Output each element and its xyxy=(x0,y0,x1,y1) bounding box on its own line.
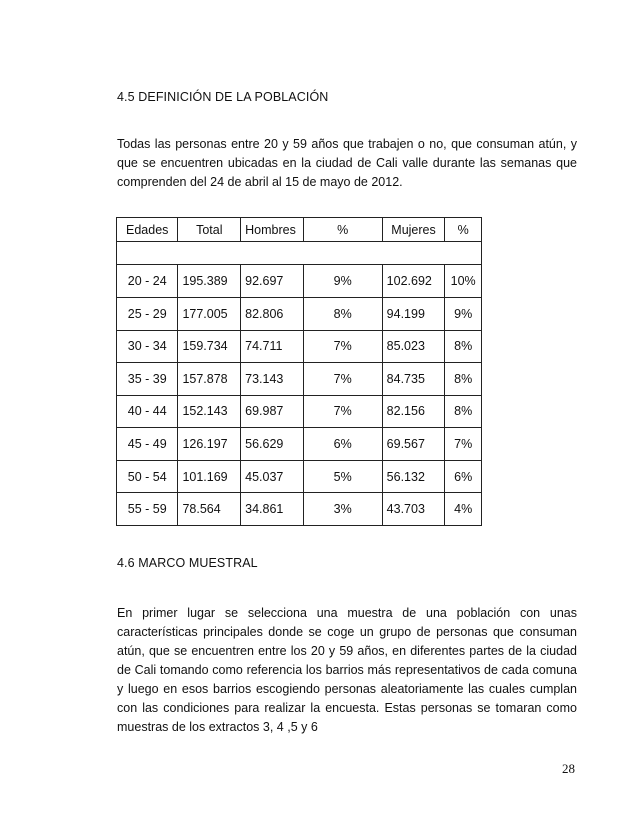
page-number: 28 xyxy=(562,761,575,776)
mujeres-cell: 85.023 xyxy=(382,330,445,363)
table-row xyxy=(117,460,482,493)
column-header-total: Total xyxy=(178,218,241,242)
age-range-cell: 20 - 24 xyxy=(117,265,178,298)
hombres-cell: 73.143 xyxy=(241,363,304,396)
total-cell: 78.564 xyxy=(178,493,241,526)
mujeres-cell: 84.735 xyxy=(382,363,445,396)
column-header-mujeres: Mujeres xyxy=(382,218,445,242)
total-cell: 195.389 xyxy=(178,265,241,298)
hombres-cell: 56.629 xyxy=(241,428,304,461)
mujeres-pct-cell: 10% xyxy=(445,265,482,298)
mujeres-cell: 56.132 xyxy=(382,460,445,493)
mujeres-cell: 94.199 xyxy=(382,298,445,331)
age-range-cell: 25 - 29 xyxy=(117,298,178,331)
total-cell: 152.143 xyxy=(178,395,241,428)
mujeres-cell: 69.567 xyxy=(382,428,445,461)
mujeres-pct-cell: 4% xyxy=(445,493,482,526)
column-header-hombres: Hombres xyxy=(241,218,304,242)
hombres-cell: 92.697 xyxy=(241,265,304,298)
mujeres-pct-cell: 8% xyxy=(445,363,482,396)
total-cell: 157.878 xyxy=(178,363,241,396)
section-paragraph-poblacion: Todas las personas entre 20 y 59 años que trabajen o no, que consuman atún, y que se encuentren ubicadas en la ciudad de Cali valle durante las semanas que comprenden del 24 de abril al 15 de mayo de 2012. xyxy=(117,137,577,189)
hombres-pct-cell: 7% xyxy=(303,395,382,428)
table-row xyxy=(117,363,482,396)
hombres-pct-cell: 7% xyxy=(303,330,382,363)
section-heading-poblacion: 4.5 DEFINICIÓN DE LA POBLACIÓN xyxy=(117,90,329,104)
hombres-cell: 69.987 xyxy=(241,395,304,428)
total-cell: 159.734 xyxy=(178,330,241,363)
age-range-cell: 50 - 54 xyxy=(117,460,178,493)
table-row xyxy=(117,428,482,461)
total-cell: 126.197 xyxy=(178,428,241,461)
mujeres-pct-cell: 6% xyxy=(445,460,482,493)
mujeres-cell: 82.156 xyxy=(382,395,445,428)
column-header-edades: Edades xyxy=(117,218,178,242)
section-paragraph-marco-muestral: En primer lugar se selecciona una muestra de una población con unas características principales donde se coge un grupo de personas que consuman atún, que se encuentren entre los 20 y 59 años, en diferentes partes de la ciudad de Cali tomando como referencia los barrios más representativos de cada comuna y luego en esos barrios escogiendo personas aleatoriamente las cuales cumplan con las condiciones para realizar la encuesta. Estas personas se tomaran como muestras de los extractos 3, 4 ,5 y 6 xyxy=(117,606,577,734)
section-heading-marco-muestral: 4.6 MARCO MUESTRAL xyxy=(117,556,258,570)
hombres-pct-cell: 5% xyxy=(303,460,382,493)
mujeres-pct-cell: 9% xyxy=(445,298,482,331)
hombres-cell: 45.037 xyxy=(241,460,304,493)
hombres-pct-cell: 9% xyxy=(303,265,382,298)
mujeres-pct-cell: 8% xyxy=(445,330,482,363)
hombres-cell: 82.806 xyxy=(241,298,304,331)
age-range-cell: 40 - 44 xyxy=(117,395,178,428)
table-row xyxy=(117,493,482,526)
population-table xyxy=(116,217,482,526)
mujeres-cell: 102.692 xyxy=(382,265,445,298)
hombres-pct-cell: 8% xyxy=(303,298,382,331)
total-cell: 101.169 xyxy=(178,460,241,493)
table-spacer-row xyxy=(117,242,482,265)
age-range-cell: 45 - 49 xyxy=(117,428,178,461)
table-row xyxy=(117,330,482,363)
mujeres-cell: 43.703 xyxy=(382,493,445,526)
table-row xyxy=(117,265,482,298)
spacer-cell xyxy=(117,242,482,265)
hombres-cell: 34.861 xyxy=(241,493,304,526)
hombres-pct-cell: 7% xyxy=(303,363,382,396)
table-header-row xyxy=(117,218,482,242)
age-range-cell: 55 - 59 xyxy=(117,493,178,526)
age-range-cell: 35 - 39 xyxy=(117,363,178,396)
hombres-pct-cell: 3% xyxy=(303,493,382,526)
total-cell: 177.005 xyxy=(178,298,241,331)
mujeres-pct-cell: 8% xyxy=(445,395,482,428)
table-row xyxy=(117,298,482,331)
age-range-cell: 30 - 34 xyxy=(117,330,178,363)
hombres-cell: 74.711 xyxy=(241,330,304,363)
table-row xyxy=(117,395,482,428)
hombres-pct-cell: 6% xyxy=(303,428,382,461)
column-header-hombres-pct: % xyxy=(303,218,382,242)
mujeres-pct-cell: 7% xyxy=(445,428,482,461)
column-header-mujeres-pct: % xyxy=(445,218,482,242)
